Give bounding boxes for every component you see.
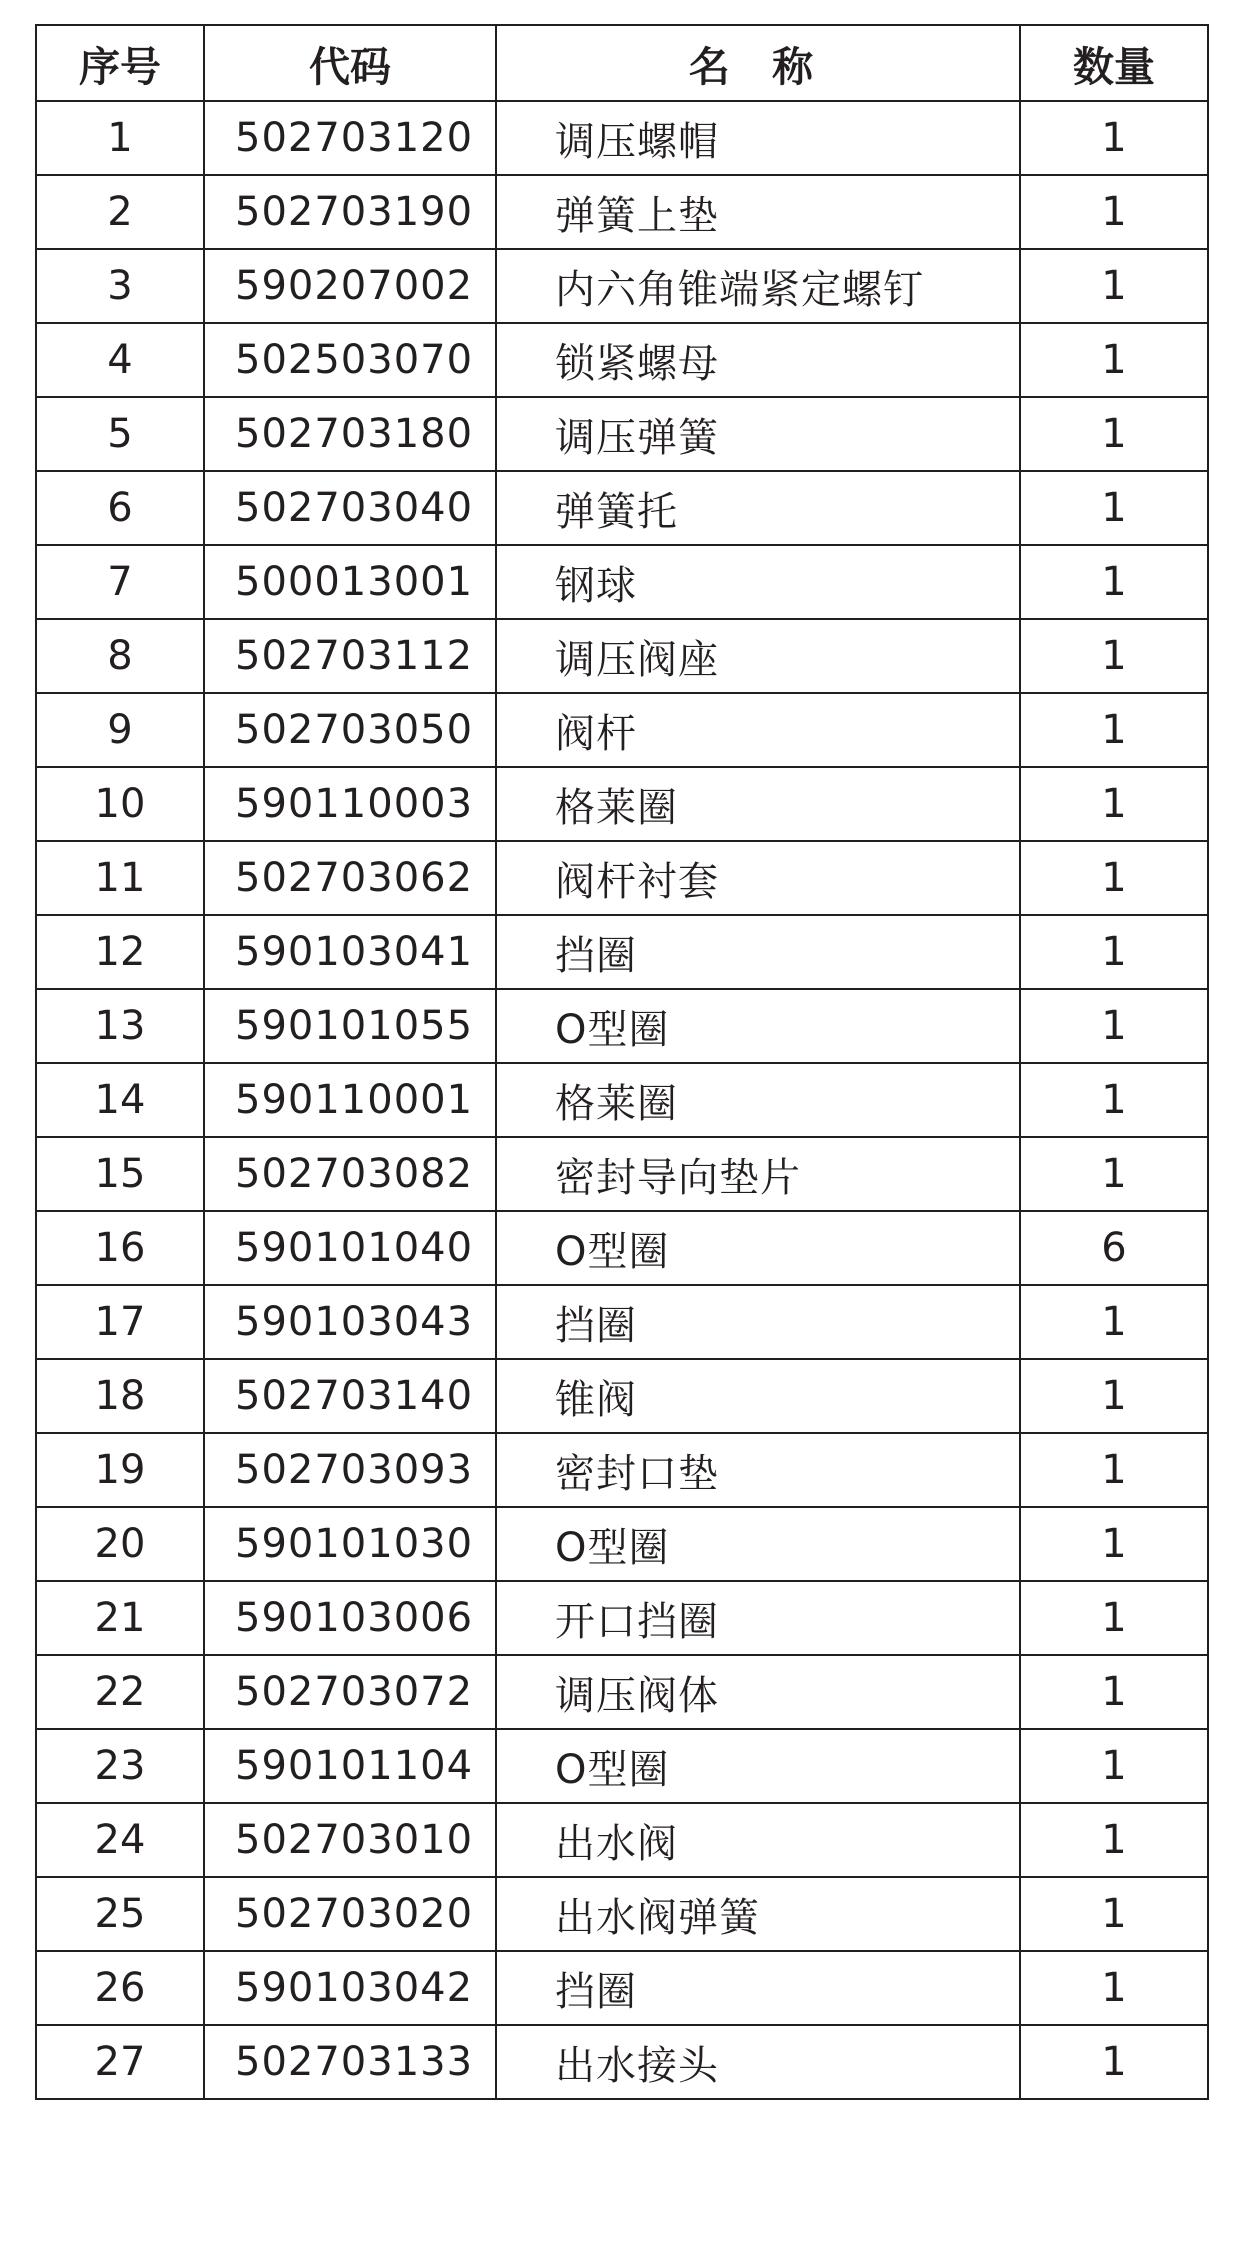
table-row bbox=[36, 1581, 1208, 1655]
row-no-cell: 22 bbox=[36, 1655, 204, 1729]
row-name-cell: 密封口垫 bbox=[496, 1433, 1020, 1507]
row-code-cell: 502703072 bbox=[204, 1655, 496, 1729]
row-qty-cell: 1 bbox=[1020, 693, 1208, 767]
row-code-cell: 502703020 bbox=[204, 1877, 496, 1951]
row-no-cell: 17 bbox=[36, 1285, 204, 1359]
row-name-cell: 调压阀座 bbox=[496, 619, 1020, 693]
table-row bbox=[36, 175, 1208, 249]
parts-list-sheet bbox=[35, 24, 1207, 2100]
row-code-cell: 502703120 bbox=[204, 101, 496, 175]
header-no: 序号 bbox=[36, 25, 204, 101]
row-no-cell: 10 bbox=[36, 767, 204, 841]
row-no-cell: 14 bbox=[36, 1063, 204, 1137]
row-no-cell: 3 bbox=[36, 249, 204, 323]
table-row bbox=[36, 767, 1208, 841]
row-code-cell: 502703082 bbox=[204, 1137, 496, 1211]
row-code-cell: 502703133 bbox=[204, 2025, 496, 2099]
parts-table-body bbox=[36, 101, 1208, 2099]
row-qty-cell: 1 bbox=[1020, 1803, 1208, 1877]
row-code-cell: 590103006 bbox=[204, 1581, 496, 1655]
row-qty-cell: 1 bbox=[1020, 1063, 1208, 1137]
row-code-cell: 590101040 bbox=[204, 1211, 496, 1285]
table-row bbox=[36, 619, 1208, 693]
row-qty-cell: 1 bbox=[1020, 323, 1208, 397]
row-no-cell: 24 bbox=[36, 1803, 204, 1877]
row-code-cell: 502703062 bbox=[204, 841, 496, 915]
table-row bbox=[36, 1359, 1208, 1433]
row-qty-cell: 1 bbox=[1020, 249, 1208, 323]
table-row bbox=[36, 2025, 1208, 2099]
row-code-cell: 590103043 bbox=[204, 1285, 496, 1359]
row-name-cell: 锁紧螺母 bbox=[496, 323, 1020, 397]
row-qty-cell: 1 bbox=[1020, 841, 1208, 915]
row-code-cell: 502703040 bbox=[204, 471, 496, 545]
header-code: 代码 bbox=[204, 25, 496, 101]
row-name-cell: 挡圈 bbox=[496, 1951, 1020, 2025]
row-name-cell: 弹簧托 bbox=[496, 471, 1020, 545]
row-no-cell: 4 bbox=[36, 323, 204, 397]
row-qty-cell: 1 bbox=[1020, 1729, 1208, 1803]
row-code-cell: 590110001 bbox=[204, 1063, 496, 1137]
row-no-cell: 21 bbox=[36, 1581, 204, 1655]
row-qty-cell: 1 bbox=[1020, 2025, 1208, 2099]
row-qty-cell: 1 bbox=[1020, 915, 1208, 989]
row-code-cell: 502703190 bbox=[204, 175, 496, 249]
row-qty-cell: 1 bbox=[1020, 397, 1208, 471]
row-code-cell: 502703140 bbox=[204, 1359, 496, 1433]
row-no-cell: 26 bbox=[36, 1951, 204, 2025]
row-qty-cell: 1 bbox=[1020, 1507, 1208, 1581]
row-name-cell: 密封导向垫片 bbox=[496, 1137, 1020, 1211]
row-name-cell: 挡圈 bbox=[496, 1285, 1020, 1359]
header-row bbox=[36, 25, 1208, 101]
row-qty-cell: 1 bbox=[1020, 1433, 1208, 1507]
table-row bbox=[36, 1063, 1208, 1137]
row-qty-cell: 1 bbox=[1020, 1655, 1208, 1729]
row-code-cell: 502703050 bbox=[204, 693, 496, 767]
table-row bbox=[36, 989, 1208, 1063]
table-row bbox=[36, 1877, 1208, 1951]
row-code-cell: 590101104 bbox=[204, 1729, 496, 1803]
header-name bbox=[496, 25, 1020, 101]
row-no-cell: 27 bbox=[36, 2025, 204, 2099]
table-row bbox=[36, 1729, 1208, 1803]
table-row bbox=[36, 1433, 1208, 1507]
row-name-cell: 钢球 bbox=[496, 545, 1020, 619]
row-name-cell: 出水阀 bbox=[496, 1803, 1020, 1877]
row-no-cell: 12 bbox=[36, 915, 204, 989]
row-no-cell: 8 bbox=[36, 619, 204, 693]
row-name-cell: 格莱圈 bbox=[496, 767, 1020, 841]
row-qty-cell: 1 bbox=[1020, 471, 1208, 545]
row-name-cell: 挡圈 bbox=[496, 915, 1020, 989]
row-name-cell: O型圈 bbox=[496, 1211, 1020, 1285]
row-name-cell: 阀杆 bbox=[496, 693, 1020, 767]
row-qty-cell: 1 bbox=[1020, 545, 1208, 619]
table-row bbox=[36, 1507, 1208, 1581]
row-code-cell: 590110003 bbox=[204, 767, 496, 841]
row-name-cell: 弹簧上垫 bbox=[496, 175, 1020, 249]
header-name-text: 名 称 bbox=[688, 42, 828, 91]
row-no-cell: 25 bbox=[36, 1877, 204, 1951]
row-name-cell: 内六角锥端紧定螺钉 bbox=[496, 249, 1020, 323]
row-name-cell: 出水接头 bbox=[496, 2025, 1020, 2099]
table-row bbox=[36, 545, 1208, 619]
row-no-cell: 7 bbox=[36, 545, 204, 619]
table-row bbox=[36, 841, 1208, 915]
row-name-cell: 格莱圈 bbox=[496, 1063, 1020, 1137]
table-row bbox=[36, 693, 1208, 767]
row-name-cell: 出水阀弹簧 bbox=[496, 1877, 1020, 1951]
row-code-cell: 590101055 bbox=[204, 989, 496, 1063]
row-qty-cell: 1 bbox=[1020, 1581, 1208, 1655]
row-name-cell: 调压螺帽 bbox=[496, 101, 1020, 175]
row-qty-cell: 6 bbox=[1020, 1211, 1208, 1285]
row-code-cell: 590103042 bbox=[204, 1951, 496, 2025]
parts-table-header bbox=[36, 25, 1208, 101]
row-name-cell: O型圈 bbox=[496, 1507, 1020, 1581]
row-code-cell: 590101030 bbox=[204, 1507, 496, 1581]
row-no-cell: 5 bbox=[36, 397, 204, 471]
row-name-cell: 开口挡圈 bbox=[496, 1581, 1020, 1655]
row-no-cell: 13 bbox=[36, 989, 204, 1063]
row-code-cell: 590103041 bbox=[204, 915, 496, 989]
table-row bbox=[36, 1285, 1208, 1359]
row-code-cell: 502503070 bbox=[204, 323, 496, 397]
table-row bbox=[36, 323, 1208, 397]
row-no-cell: 11 bbox=[36, 841, 204, 915]
row-qty-cell: 1 bbox=[1020, 1951, 1208, 2025]
row-no-cell: 19 bbox=[36, 1433, 204, 1507]
table-row bbox=[36, 1951, 1208, 2025]
row-qty-cell: 1 bbox=[1020, 1285, 1208, 1359]
parts-table bbox=[35, 24, 1209, 2100]
row-qty-cell: 1 bbox=[1020, 1877, 1208, 1951]
table-row bbox=[36, 471, 1208, 545]
row-code-cell: 590207002 bbox=[204, 249, 496, 323]
row-no-cell: 23 bbox=[36, 1729, 204, 1803]
row-name-cell: 阀杆衬套 bbox=[496, 841, 1020, 915]
row-no-cell: 20 bbox=[36, 1507, 204, 1581]
row-code-cell: 500013001 bbox=[204, 545, 496, 619]
table-row bbox=[36, 1211, 1208, 1285]
row-code-cell: 502703093 bbox=[204, 1433, 496, 1507]
row-code-cell: 502703112 bbox=[204, 619, 496, 693]
row-qty-cell: 1 bbox=[1020, 767, 1208, 841]
row-no-cell: 6 bbox=[36, 471, 204, 545]
row-name-cell: O型圈 bbox=[496, 989, 1020, 1063]
row-name-cell: 锥阀 bbox=[496, 1359, 1020, 1433]
row-code-cell: 502703180 bbox=[204, 397, 496, 471]
row-qty-cell: 1 bbox=[1020, 1359, 1208, 1433]
table-row bbox=[36, 915, 1208, 989]
table-row bbox=[36, 1137, 1208, 1211]
row-no-cell: 9 bbox=[36, 693, 204, 767]
row-qty-cell: 1 bbox=[1020, 619, 1208, 693]
table-row bbox=[36, 249, 1208, 323]
row-qty-cell: 1 bbox=[1020, 175, 1208, 249]
row-qty-cell: 1 bbox=[1020, 101, 1208, 175]
table-row bbox=[36, 101, 1208, 175]
table-row bbox=[36, 1655, 1208, 1729]
row-code-cell: 502703010 bbox=[204, 1803, 496, 1877]
row-no-cell: 16 bbox=[36, 1211, 204, 1285]
row-qty-cell: 1 bbox=[1020, 1137, 1208, 1211]
row-no-cell: 18 bbox=[36, 1359, 204, 1433]
row-name-cell: 调压阀体 bbox=[496, 1655, 1020, 1729]
row-name-cell: 调压弹簧 bbox=[496, 397, 1020, 471]
table-row bbox=[36, 1803, 1208, 1877]
row-no-cell: 1 bbox=[36, 101, 204, 175]
row-no-cell: 15 bbox=[36, 1137, 204, 1211]
header-qty: 数量 bbox=[1020, 25, 1208, 101]
row-name-cell: O型圈 bbox=[496, 1729, 1020, 1803]
row-no-cell: 2 bbox=[36, 175, 204, 249]
table-row bbox=[36, 397, 1208, 471]
row-qty-cell: 1 bbox=[1020, 989, 1208, 1063]
